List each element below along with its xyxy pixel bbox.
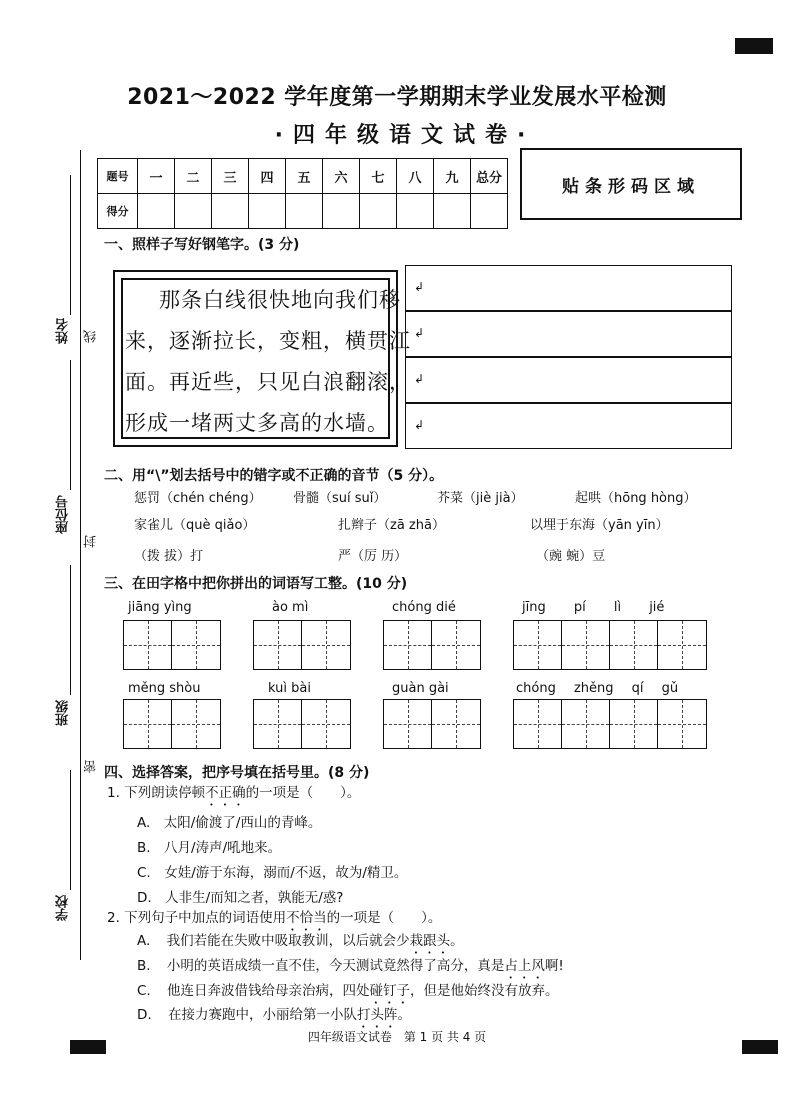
pinyin-choice[interactable]: 骨髓（suí suǐ）	[293, 491, 387, 506]
score-cell: 三	[212, 159, 249, 194]
char-choice[interactable]: （拨 拔）打	[134, 549, 204, 564]
class-label: 班级	[56, 700, 71, 726]
score-cell: 题号	[98, 159, 138, 194]
section-4-heading: 四、选择答案，把序号填在括号里。(8 分)	[104, 765, 370, 781]
pinyin-prompt: jīng pí lì jié	[522, 600, 665, 615]
option-text: 小明的英语成绩一直不佳，今天测试竟然得了高分，真是	[166, 958, 505, 974]
option-emphasis: 占上风	[504, 958, 545, 974]
score-input-cell[interactable]	[434, 194, 471, 229]
pinyin-choice[interactable]: 扎辫子（zā zhā）	[338, 518, 445, 533]
stem-emphasis: 不正确	[205, 785, 246, 801]
pinyin-prompt: měng shòu	[128, 681, 201, 696]
score-cell: 四	[249, 159, 286, 194]
option-label: C.	[137, 983, 151, 999]
tianzige-grid[interactable]	[383, 699, 481, 749]
handwriting-sample-frame	[113, 270, 411, 447]
registration-mark-top-right	[735, 38, 773, 54]
binding-line	[80, 150, 81, 960]
score-cell: 六	[323, 159, 360, 194]
sample-line: 形成一堵两丈多高的水墙。	[125, 411, 389, 435]
option-text: 我们若能在失败中吸取教训，以后就会少	[166, 933, 410, 949]
stem-text: 的一项是（ ）。	[245, 785, 361, 801]
score-input-cell[interactable]	[212, 194, 249, 229]
return-mark-icon: ↲	[414, 372, 425, 386]
tianzige-grid[interactable]	[383, 620, 481, 670]
pinyin-prompt: jiāng yìng	[128, 600, 192, 615]
exam-subtitle: ·四年级语文试卷·	[274, 123, 536, 148]
pinyin-choice[interactable]: 惩罚（chén chéng）	[134, 491, 262, 506]
score-cell: 八	[397, 159, 434, 194]
pinyin-choice[interactable]: 家雀儿（què qiǎo）	[134, 518, 256, 533]
score-input-cell[interactable]	[471, 194, 508, 229]
tianzige-grid[interactable]	[253, 620, 351, 670]
question-option[interactable]: B. 八月/涛声/吼地来。	[137, 840, 282, 856]
copy-writing-box[interactable]	[405, 265, 732, 311]
score-input-cell[interactable]	[138, 194, 175, 229]
pinyin-choice[interactable]: 起哄（hōng hòng）	[575, 491, 697, 506]
section-1-heading: 一、照样子写好钢笔字。(3 分)	[104, 237, 300, 253]
page-footer: 四年级语文试卷 第 1 页 共 4 页	[307, 1030, 487, 1044]
option-text: ，但是他始终没有放弃。	[410, 983, 559, 999]
name-label: 姓名	[56, 318, 71, 344]
char-choice[interactable]: 严（厉 历）	[338, 549, 408, 564]
score-input-cell[interactable]	[397, 194, 434, 229]
option-emphasis: 栽跟头	[409, 933, 451, 949]
option-text: 啊!	[544, 958, 564, 974]
option-text: 在接力赛跑中，小丽给第一小队	[167, 1007, 357, 1023]
pinyin-choice[interactable]: 以埋于东海（yān yīn）	[530, 518, 669, 533]
question-option[interactable]: D. 人非生/而知之者，孰能无/惑?	[137, 890, 344, 906]
score-input-cell[interactable]	[323, 194, 360, 229]
copy-writing-box[interactable]	[405, 403, 732, 449]
copy-writing-box[interactable]	[405, 311, 732, 357]
score-table-header-row	[98, 159, 508, 194]
question-option[interactable]	[137, 929, 464, 957]
question-option[interactable]	[137, 1003, 411, 1031]
sample-line: 来，逐渐拉长，变粗，横贯江	[125, 329, 411, 353]
score-input-cell[interactable]	[360, 194, 397, 229]
score-cell: 总分	[471, 159, 508, 194]
seal2-label: 密	[84, 760, 99, 773]
score-cell: 一	[138, 159, 175, 194]
score-input-cell[interactable]	[175, 194, 212, 229]
option-text: 。	[397, 1007, 411, 1023]
score-input-cell[interactable]	[249, 194, 286, 229]
question-option[interactable]: A. 太阳/偷渡了/西山的青峰。	[137, 815, 322, 831]
score-cell: 九	[434, 159, 471, 194]
stem-text: 的一项是（ ）。	[326, 910, 442, 926]
tianzige-grid[interactable]	[253, 699, 351, 749]
score-cell: 二	[175, 159, 212, 194]
pinyin-prompt: chóng dié	[392, 600, 456, 615]
score-table	[97, 158, 508, 229]
return-mark-icon: ↲	[414, 280, 425, 294]
option-text: 。	[450, 933, 464, 949]
section-3-heading: 三、在田字格中把你拼出的词语写工整。(10 分)	[104, 576, 408, 592]
sample-line: 那条白线很快地向我们移	[159, 288, 401, 312]
score-input-cell[interactable]	[286, 194, 323, 229]
score-cell: 五	[286, 159, 323, 194]
pinyin-prompt: kuì bài	[268, 681, 311, 696]
stem-text: 2. 下列句子中加点的词语使用	[107, 910, 287, 926]
seat-field-line[interactable]	[70, 360, 71, 490]
stem-emphasis: 不恰当	[286, 910, 327, 926]
option-label: A.	[137, 933, 151, 949]
option-emphasis: 打头阵	[356, 1007, 398, 1023]
barcode-area: 贴条形码区域	[520, 148, 742, 220]
stem-text: 1. 下列朗读停顿	[107, 785, 206, 801]
tianzige-grid[interactable]	[513, 620, 707, 670]
exam-title: 2021～2022 学年度第一学期期末学业发展水平检测	[127, 85, 667, 110]
tianzige-grid[interactable]	[123, 699, 221, 749]
pinyin-prompt: chóng zhěng qí gǔ	[516, 681, 679, 696]
return-mark-icon: ↲	[414, 326, 425, 340]
class-field-line[interactable]	[70, 565, 71, 695]
pinyin-prompt: guàn gài	[392, 681, 449, 696]
char-choice[interactable]: （豌 蜿）豆	[536, 549, 606, 564]
line-label: 线	[84, 330, 99, 343]
score-table-score-row	[98, 194, 508, 229]
question-option[interactable]	[137, 954, 564, 982]
seat-label: 座位号	[56, 495, 71, 534]
return-mark-icon: ↲	[414, 418, 425, 432]
school-field-line[interactable]	[70, 770, 71, 890]
tianzige-grid[interactable]	[513, 699, 707, 749]
score-cell: 七	[360, 159, 397, 194]
question-1-stem	[107, 781, 360, 809]
option-label: B.	[137, 958, 151, 974]
score-cell: 得分	[98, 194, 138, 229]
seal-label: 封	[84, 535, 99, 548]
pinyin-choice[interactable]: 芥菜（jiè jià）	[437, 491, 524, 506]
option-label: D.	[137, 1007, 152, 1023]
school-label: 学校	[56, 895, 71, 921]
option-emphasis: 碰钉子	[369, 983, 411, 999]
tianzige-grid[interactable]	[123, 620, 221, 670]
pinyin-prompt: ào mì	[272, 600, 309, 615]
section-2-heading: 二、用“\”划去括号中的错字或不正确的音节（5 分）。	[104, 468, 444, 484]
option-text: 他连日奔波借钱给母亲治病，四处	[167, 983, 370, 999]
question-option[interactable]: C. 女娃/游于东海，溺而/不返，故为/精卫。	[137, 865, 408, 881]
sample-line: 面。再近些，只见白浪翻滚，	[125, 370, 411, 394]
copy-writing-box[interactable]	[405, 357, 732, 403]
handwriting-sample-inner	[121, 278, 411, 439]
name-field-line[interactable]	[70, 175, 71, 315]
